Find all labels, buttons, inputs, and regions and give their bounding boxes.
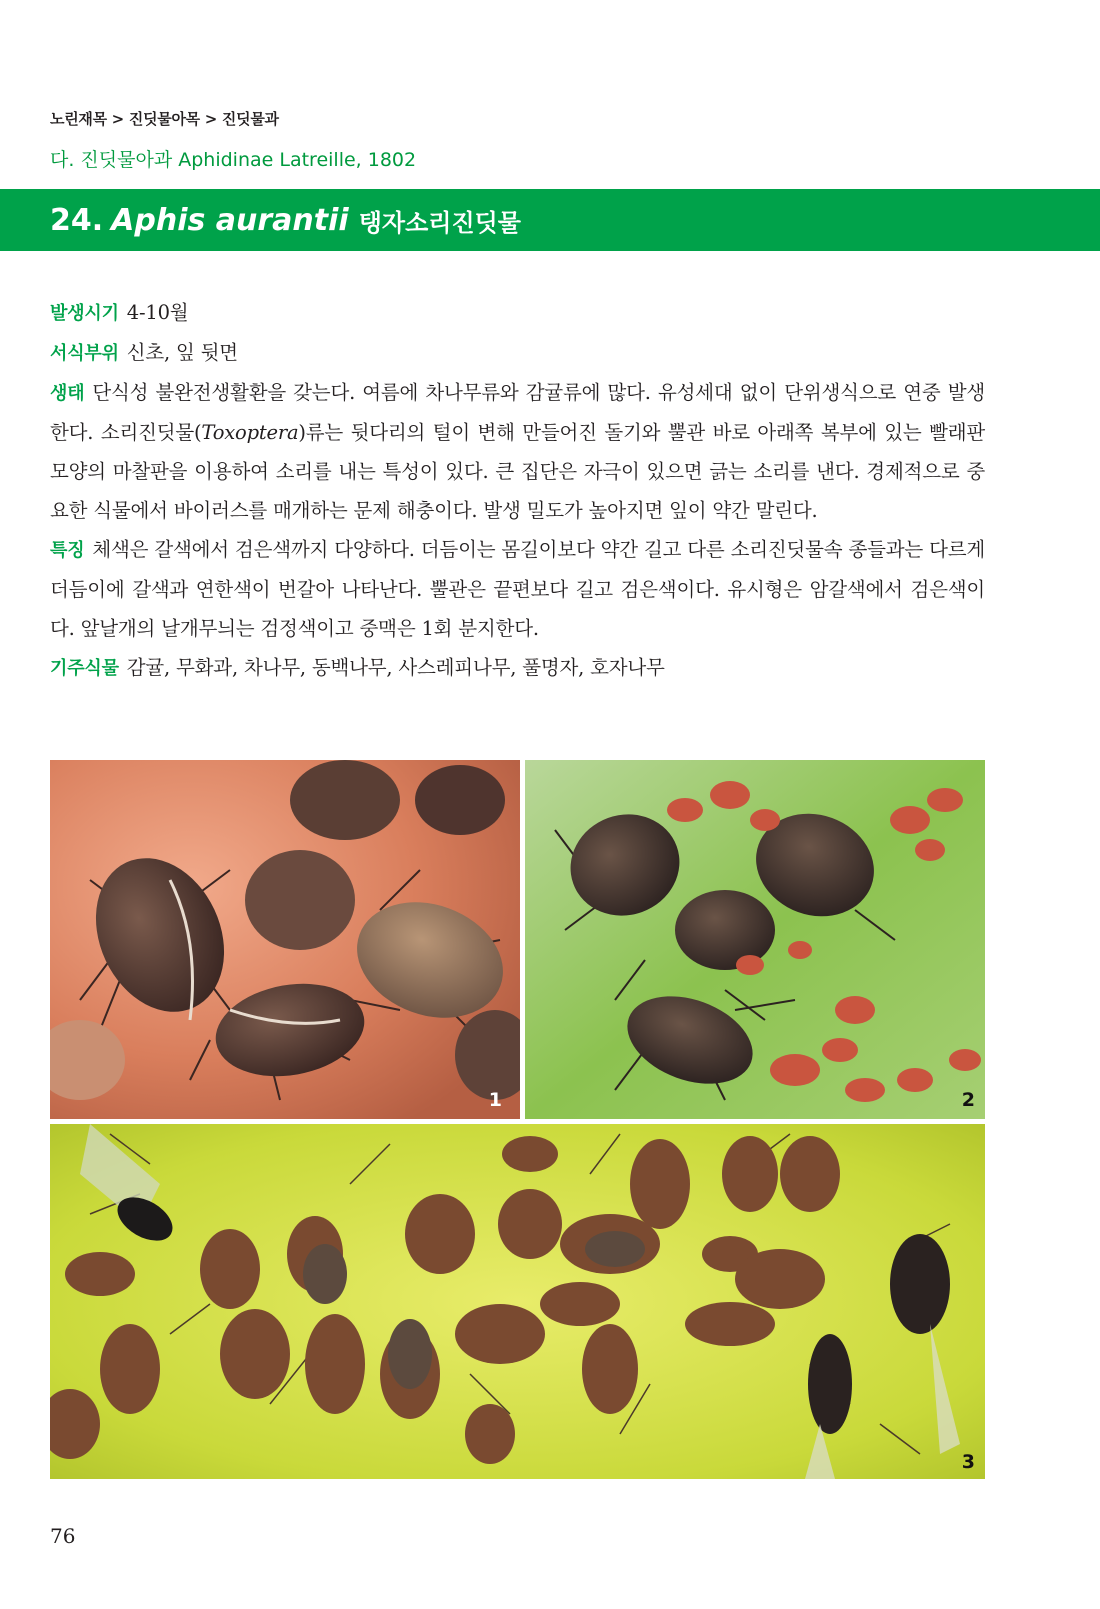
host-plants-label: 기주식물 <box>50 658 119 679</box>
photo-2-illustration <box>525 760 985 1119</box>
ecology-row <box>50 373 985 530</box>
ecology-label: 생태 <box>50 383 85 404</box>
page-number: 76 <box>50 1524 76 1548</box>
ecology-text-1: 단식성 불완전생활환을 갖는다. 여름에 차나무류와 감귤류에 많다. 유성세대 없이 단위생식으로 연중 발생한다. 소리진딧물( <box>50 381 985 444</box>
ecology-text-2: )류는 뒷다리의 털이 변해 만들어진 돌기와 뿔관 바로 아래쪽 복부에 있는 빨래판 모양의 마찰판을 이용하여 소리를 내는 특성이 있다. 큰 집단은 자극이 있으면 긁는 소리를 낸다. 경제적으로 중요한 식물에서 바이러스를 매개하는 문제 해충이다. 발생 밀도가 높아지면 잎이 약간 말린다. <box>50 421 985 522</box>
habitat-label: 서식부위 <box>50 343 119 364</box>
photo-1-aphid-colony-orange <box>50 760 520 1119</box>
habitat-text: 신초, 잎 뒷면 <box>126 341 238 364</box>
host-plants-row <box>50 648 985 688</box>
subfamily-heading: 다. 진딧물아과 Aphidinae Latreille, 1802 <box>50 149 417 171</box>
species-korean-name: 탱자소리진딧물 <box>358 208 521 237</box>
species-number: 24. <box>50 202 104 238</box>
photo-3-number: 3 <box>961 1451 975 1473</box>
features-row <box>50 530 985 648</box>
ecology-genus-name: Toxoptera <box>201 421 299 444</box>
species-title-band <box>0 189 1100 251</box>
features-text: 체색은 갈색에서 검은색까지 다양하다. 더듬이는 몸길이보다 약간 길고 다른 소리진딧물속 종들과는 다르게 더듬이에 갈색과 연한색이 번갈아 나타난다. 뿔관은 끝편보다 길고 검은색이다. 유시형은 암갈색에서 검은색이다. 앞날개의 날개무늬는 검정색이고 중맥은 1회 분지한다. <box>50 538 985 640</box>
photo-1-number: 1 <box>488 1089 502 1111</box>
breadcrumb: 노린재목 > 진딧물아목 > 진딧물과 <box>50 110 279 128</box>
photo-2-number: 2 <box>961 1089 975 1111</box>
photo-3-illustration <box>50 1124 985 1479</box>
photo-1-illustration <box>50 760 520 1119</box>
features-label: 특징 <box>50 540 85 561</box>
species-description <box>50 293 985 688</box>
species-scientific-name: Aphis aurantii <box>111 202 349 238</box>
occurrence-text: 4-10월 <box>126 301 189 324</box>
habitat-row <box>50 333 985 373</box>
occurrence-row <box>50 293 985 333</box>
photo-3-aphid-colony-yellow <box>50 1124 985 1479</box>
host-plants-text: 감귤, 무화과, 차나무, 동백나무, 사스레피나무, 풀명자, 호자나무 <box>126 656 665 679</box>
photo-2-aphid-colony-green <box>525 760 985 1119</box>
occurrence-label: 발생시기 <box>50 303 119 324</box>
